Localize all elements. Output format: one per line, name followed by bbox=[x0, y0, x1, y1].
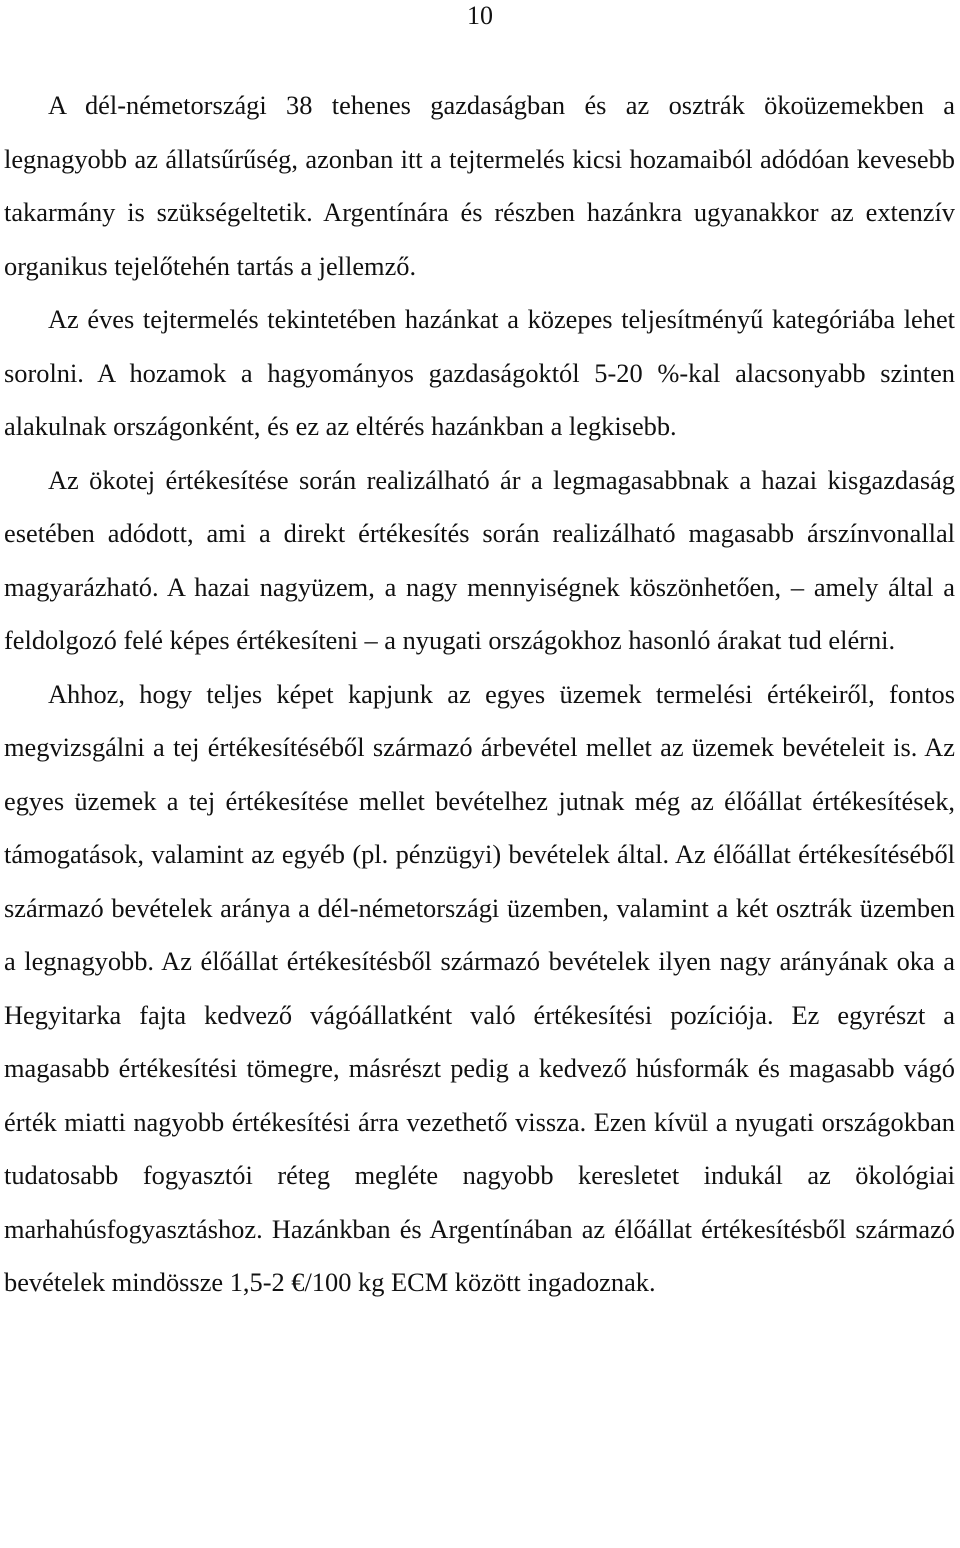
paragraph-farm-revenues: Ahhoz, hogy teljes képet kapjunk az egyes üzemek termelési értékeiről, fontos megvizsgálni a tej értékesítéséből származó árbevétel mellet az üzemek bevételeit is. Az egyes üzemek a tej értékesítése mellet bevételhez jutnak még az élőállat értékesítések, támogatások, valamint az egyéb (pl. pénzügyi) bevételek által. Az élőállat értékesítéséből származó bevételek aránya a dél-németországi üzemben, valamint a két osztrák üzemben a legnagyobb. Az élőállat értékesítésből származó bevételek ilyen nagy arányának oka a Hegyitarka fajta kedvező vágóállatként való értékesítési pozíciója. Ez egyrészt a magasabb értékesítési tömegre, másrészt pedig a kedvező húsformák és magasabb vágó érték miatti nagyobb értékesítési árra vezethető vissza. Ezen kívül a nyugati országokban tudatosabb fogyasztói réteg megléte nagyobb keresletet indukál az ökológiai marhahúsfogyasztáshoz. Hazánkban és Argentínában az élőállat értékesítésből származó bevételek mindössze 1,5-2 €/100 kg ECM között ingadoznak. bbox=[4, 678, 955, 1297]
document-body bbox=[4, 79, 955, 1310]
paragraph-organic-milk-price: Az ökotej értékesítése során realizálható ár a legmagasabbnak a hazai kisgazdaság esetében adódott, ami a direkt értékesítés során realizálható magasabb árszínvonallal magyarázható. A hazai nagyüzem, a nagy mennyiségnek köszönhetően, – amely által a feldolgozó felé képes értékesíteni – a nyugati országokhoz hasonló árakat tud elérni. bbox=[4, 464, 955, 655]
page-number: 10 bbox=[467, 1, 493, 30]
paragraph-livestock-density: A dél-németországi 38 tehenes gazdaságban és az osztrák ökoüzemekben a legnagyobb az állatsűrűség, azonban itt a tejtermelés kicsi hozamaiból adódóan kevesebb takarmány is szükségeltetik. Argentínára és részben hazánkra ugyanakkor az extenzív organikus tejelőtehén tartás a jellemző. bbox=[4, 90, 955, 281]
paragraph-milk-yield: Az éves tejtermelés tekintetében hazánkat a közepes teljesítményű kategóriába lehet sorolni. A hozamok a hagyományos gazdaságoktól 5-20 %-kal alacsonyabb szinten alakulnak országonként, és ez az eltérés hazánkban a legkisebb. bbox=[4, 304, 955, 441]
